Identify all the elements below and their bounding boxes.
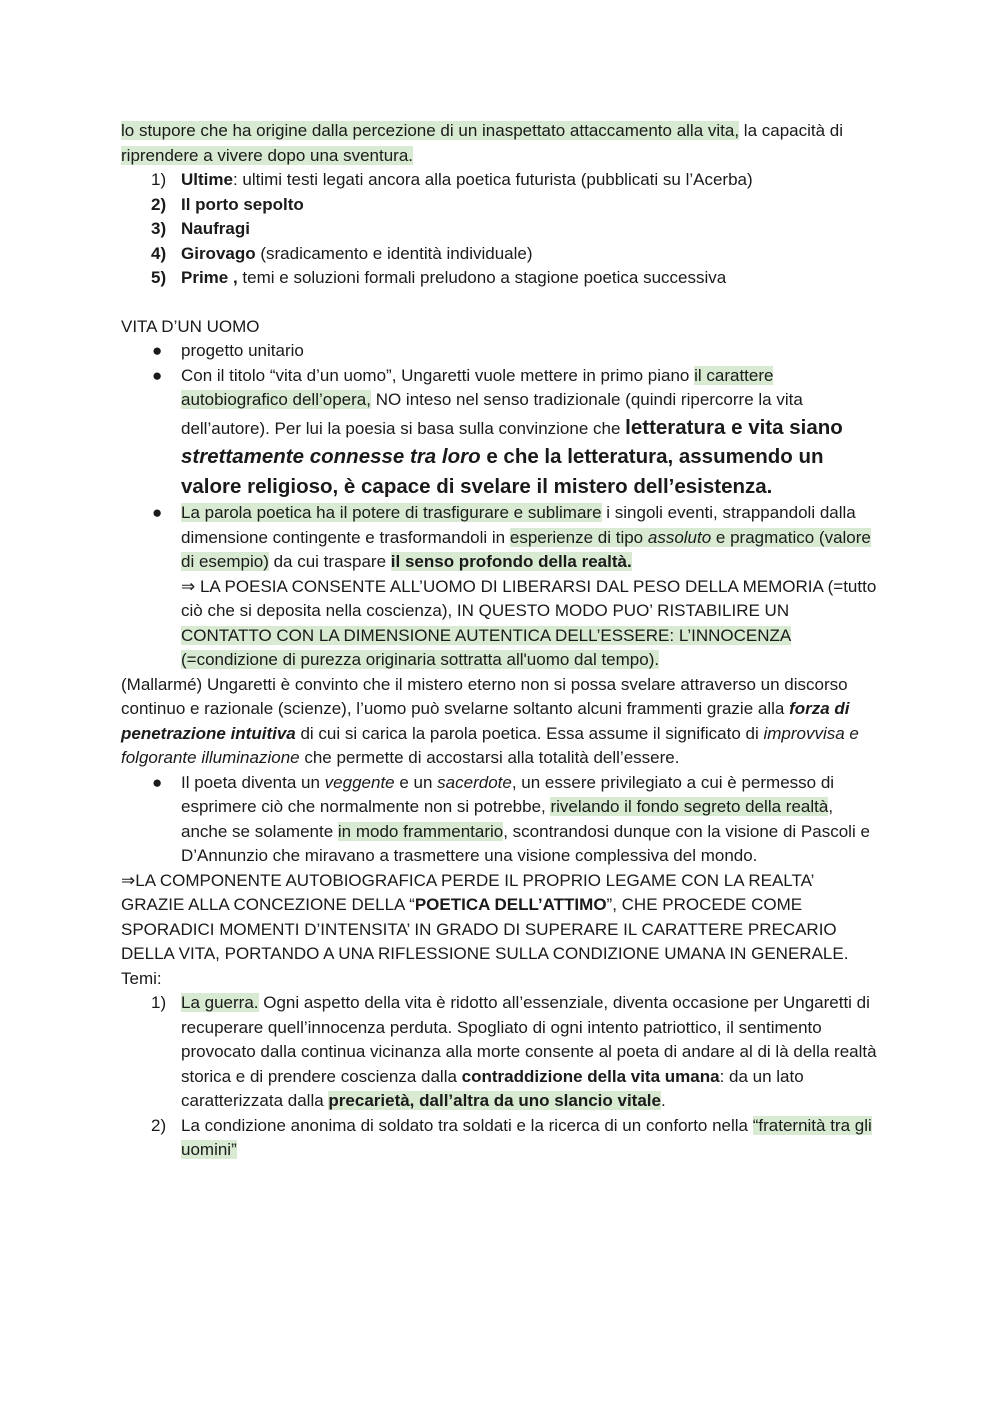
text: letteratura e vita siano <box>625 415 843 439</box>
list-number: 2) <box>151 194 167 214</box>
list-item <box>121 771 881 869</box>
list-item <box>121 364 881 502</box>
attimo-paragraph <box>121 869 881 967</box>
italic-text: improvvisa e folgorante illuminazione <box>121 723 859 767</box>
text: la capacità di <box>739 121 844 140</box>
highlight: riprendere a vivere dopo una sventura. <box>121 145 414 165</box>
italic-text: sacerdote <box>437 772 512 792</box>
mallarme-paragraph <box>121 673 881 771</box>
text: Con il titolo “vita d’un uomo”, Ungaretti vuole mettere in primo piano <box>181 365 695 385</box>
text: La condizione anonima di soldato tra soldati e la ricerca di un conforto nella <box>181 1115 753 1135</box>
list-item <box>121 217 881 242</box>
text: : da un lato caratterizzata dalla <box>181 1066 804 1110</box>
text: : ultimi testi legati ancora alla poetica futurista (pubblicati su l’Acerba) <box>232 170 753 189</box>
highlight: il senso profondo della realtà. <box>390 552 632 571</box>
highlight: La parola poetica ha il potere di trasfigurare e sublimare <box>181 503 602 522</box>
highlight <box>510 528 711 547</box>
highlight: e pragmatico (valore di esempio) <box>181 527 871 571</box>
text: Ogni aspetto della vita è ridotto all’essenziale, diventa occasione per Ungaretti di recuperare quell’innocenza perduta. Spogliato di ogni intento patriottico, il sentimento provocato dalla continua vicinanza alla morte consente al poeta di andare al di là della realtà storica e di prendere coscienza dalla <box>181 993 877 1086</box>
text: i singoli eventi, strappandoli dalla dimensione contingente e trasformandoli in <box>181 503 856 547</box>
text: temi e soluzioni formali preludono a stagione poetica successiva <box>237 268 727 287</box>
list-item <box>121 266 881 291</box>
bold-text: contraddizione della vita umana <box>461 1066 720 1086</box>
italic-text: strettamente connesse tra loro <box>181 445 481 468</box>
text: e che la letteratura, assumendo un valore religioso, è capace di svelare il mistero dell’esistenza. <box>181 445 824 498</box>
highlight: in modo frammentario <box>337 821 504 841</box>
bullet-icon: ● <box>152 503 163 522</box>
bold-italic-text: forza di penetrazione intuitiva <box>121 699 850 743</box>
document-page <box>121 119 881 1163</box>
text: ⇒ LA POESIA CONSENTE ALL’UOMO DI LIBERARSI DAL PESO DELLA MEMORIA (=tutto ciò che si deposita nella coscienza), IN QUESTO MODO PUO’ RISTABILIRE UN <box>181 576 877 620</box>
bullet-list <box>121 339 881 673</box>
highlight: lo stupore che ha origine dalla percezione di un inaspettato attaccamento alla vita, <box>121 121 740 140</box>
bullet-icon: ● <box>152 341 163 360</box>
highlight: rivelando il fondo segreto della realtà <box>550 797 829 816</box>
text: e un <box>394 772 438 792</box>
list-number: 1) <box>151 170 167 189</box>
list-item <box>121 501 881 673</box>
text: di cui si carica la parola poetica. Essa assume il significato di <box>295 723 764 743</box>
section-title: Girovago <box>181 243 256 263</box>
bullet-icon: ● <box>152 365 163 385</box>
list-number: 4) <box>151 243 167 263</box>
italic-text: assoluto <box>647 527 712 547</box>
text: che permette di accostarsi alla totalità dell’essere. <box>299 748 680 767</box>
list-number: 3) <box>151 219 167 238</box>
text: , anche se solamente <box>181 797 834 841</box>
text: ⇒LA COMPONENTE AUTOBIOGRAFICA PERDE IL PROPRIO LEGAME CON LA REALTA’ GRAZIE ALLA CONCEZIONE DELLA “ <box>121 870 814 914</box>
temi-list <box>121 991 881 1163</box>
section-title: Naufragi <box>181 219 250 238</box>
list-number: 5) <box>151 268 167 287</box>
temi-label: Temi: <box>121 968 162 988</box>
bold-text: POETICA DELL’ATTIMO <box>414 895 607 914</box>
section-title: Ultime <box>181 170 233 189</box>
spacer <box>121 291 881 315</box>
highlight: “fraternità tra gli uomini” <box>181 1115 872 1159</box>
highlight: il carattere autobiografico dell’opera, <box>181 365 774 409</box>
text: Il poeta diventa un <box>181 772 325 792</box>
section-title: Prime , <box>181 268 238 287</box>
list-item <box>121 193 881 218</box>
text: NO inteso nel senso tradizionale (quindi ripercorre la vita dell’autore). Per lui la poesia si basa sulla convinzione che <box>181 390 803 438</box>
list-number: 2) <box>151 1115 167 1135</box>
italic-text: veggente <box>324 772 395 792</box>
sections-list <box>121 168 881 291</box>
highlight: CONTATTO CON LA DIMENSIONE AUTENTICA DELL’ESSERE: L’INNOCENZA (=condizione di purezza originaria sottratta all'uomo dal tempo). <box>181 625 792 669</box>
text: ”, CHE PROCEDE COME SPORADICI MOMENTI D’INTENSITA’ IN GRADO DI SUPERARE IL CARATTERE PRECARIO DELLA VITA, PORTANDO A UNA RIFLESSIONE SULLA CONDIZIONE UMANA IN GENERALE. <box>121 895 849 963</box>
text: esperienze di tipo <box>509 527 648 547</box>
text: , un essere privilegiato a cui è permesso di esprimere ciò che normalmente non si potrebbe, <box>181 772 835 816</box>
highlight: La guerra. <box>181 993 259 1012</box>
text: . <box>660 1091 666 1110</box>
list-item <box>121 1114 881 1163</box>
section-heading: VITA D’UN UOMO <box>121 316 260 336</box>
text: , scontrandosi dunque con la visione di Pascoli e D’Annunzio che miravano a trasmettere una visione complessiva del mondo. <box>181 821 870 865</box>
list-item <box>121 242 881 267</box>
section-title: Il porto sepolto <box>181 194 304 214</box>
text: (sradicamento e identità individuale) <box>255 243 533 263</box>
text: da cui traspare <box>268 552 391 571</box>
text: progetto unitario <box>181 341 304 360</box>
list-item <box>121 168 881 193</box>
list-number: 1) <box>151 993 167 1012</box>
bullet-list <box>121 771 881 869</box>
intro-paragraph <box>121 119 881 168</box>
text: (Mallarmé) Ungaretti è convinto che il mistero eterno non si possa svelare attraverso un discorso continuo e razionale (scienze), l’uomo può svelarne soltanto alcuni frammenti grazie alla <box>121 674 848 718</box>
bullet-icon: ● <box>152 772 163 792</box>
highlight: precarietà, dall’altra da uno slancio vitale <box>328 1091 661 1110</box>
list-item <box>121 991 881 1114</box>
list-item <box>121 339 881 364</box>
